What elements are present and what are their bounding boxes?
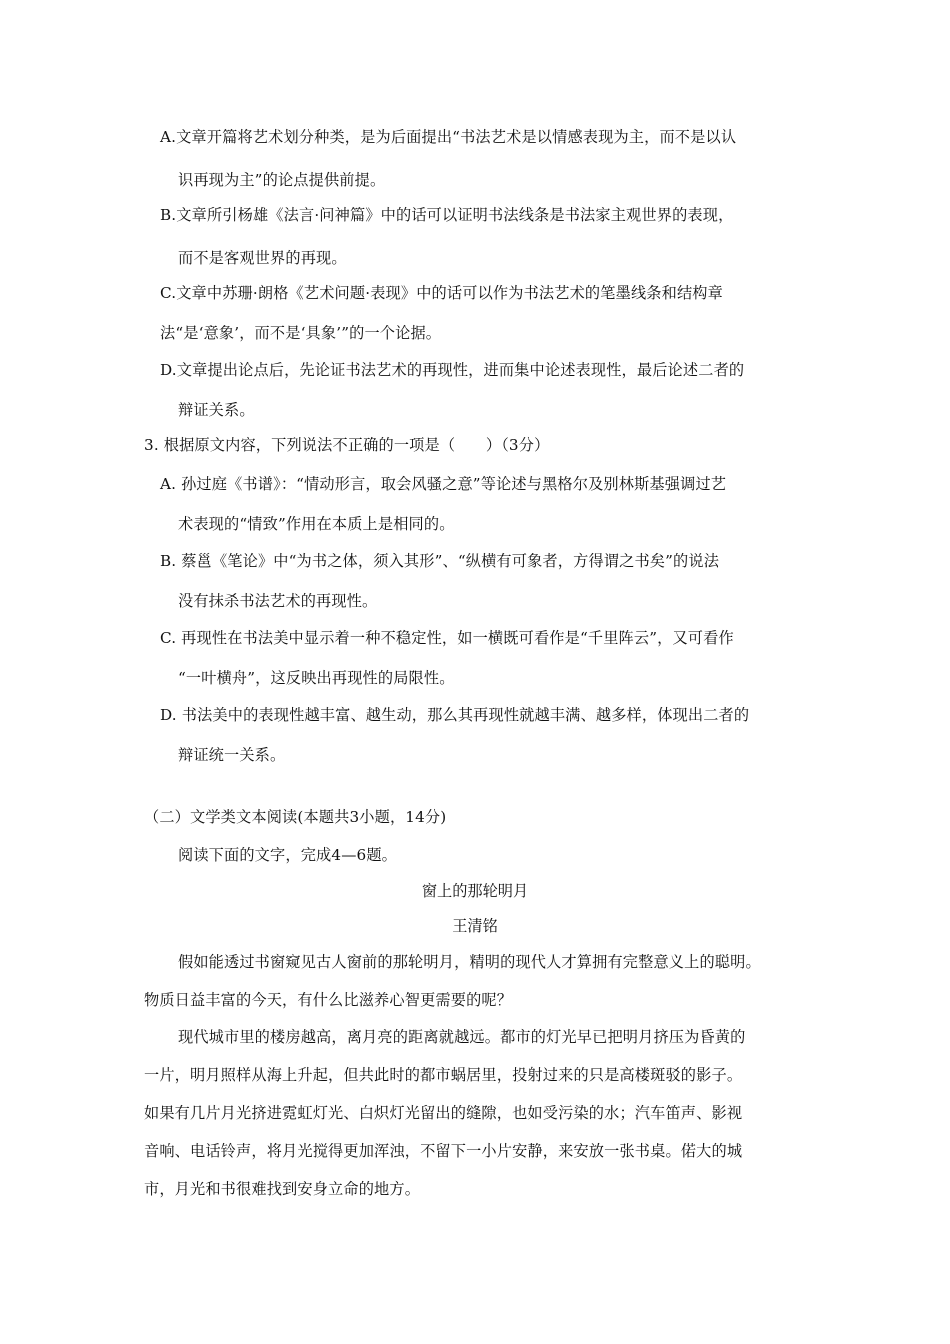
paragraph-1-line1: 假如能透过书窗窥见古人窗前的那轮明月，精明的现代人才算拥有完整意义上的聪明。: [178, 953, 761, 971]
q2-option-c-line1: C.文章中苏珊·朗格《艺术问题·表现》中的话可以作为书法艺术的笔墨线条和结构章: [160, 284, 723, 302]
paragraph-2-line3: 如果有几片月光挤进霓虹灯光、白炽灯光留出的缝隙，也如受污染的水；汽车笛声、影视: [144, 1104, 743, 1122]
paragraph-1-line2: 物质日益丰富的今天，有什么比滋养心智更需要的呢？: [144, 991, 513, 1009]
q2-option-a-line2: 识再现为主”的论点提供前提。: [178, 171, 386, 189]
q2-option-c-line2: 法“是‘意象’，而不是‘具象’”的一个论据。: [160, 324, 442, 342]
paragraph-2-line1: 现代城市里的楼房越高，离月亮的距离就越远。都市的灯光早已把明月挤压为昏黄的: [178, 1028, 746, 1046]
q3-option-b-line2: 没有抹杀书法艺术的再现性。: [178, 592, 378, 610]
section-heading: （二）文学类文本阅读(本题共3小题，14分): [144, 808, 447, 826]
article-author: 王清铭: [452, 917, 498, 935]
q2-option-d-line1: D.文章提出论点后，先论证书法艺术的再现性，进而集中论述表现性，最后论述二者的: [160, 361, 745, 379]
q3-option-d-line1: D. 书法美中的表现性越丰富、越生动，那么其再现性就越丰满、越多样，体现出二者的: [160, 706, 750, 724]
paragraph-2-line4: 音响、电话铃声，将月光搅得更加浑浊，不留下一小片安静，来安放一张书桌。偌大的城: [144, 1142, 743, 1160]
article-title: 窗上的那轮明月: [421, 882, 529, 900]
paragraph-2-line5: 市，月光和书很难找到安身立命的地方。: [144, 1180, 421, 1198]
q2-option-a-line1: A.文章开篇将艺术划分种类，是为后面提出“书法艺术是以情感表现为主，而不是以认: [160, 128, 737, 146]
reading-instruction: 阅读下面的文字，完成4—6题。: [178, 846, 398, 864]
q3-option-b-line1: B. 蔡邕《笔论》中“为书之体，须入其形”、“纵横有可象者，方得谓之书矣”的说法: [160, 552, 720, 570]
q3-option-c-line2: “一叶横舟”，这反映出再现性的局限性。: [178, 669, 455, 687]
q3-stem: 3. 根据原文内容，下列说法不正确的一项是（ ）（3分）: [144, 436, 550, 454]
q2-option-b-line2: 而不是客观世界的再现。: [178, 249, 347, 267]
q3-option-a-line2: 术表现的“情致”作用在本质上是相同的。: [178, 515, 455, 533]
q2-option-b-line1: B.文章所引杨雄《法言·问神篇》中的话可以证明书法线条是书法家主观世界的表现，: [160, 206, 734, 224]
q3-option-a-line1: A. 孙过庭《书谱》：“情动形言，取会风骚之意”等论述与黑格尔及别林斯基强调过艺: [160, 475, 727, 493]
q3-option-c-line1: C. 再现性在书法美中显示着一种不稳定性，如一横既可看作是“千里阵云”，又可看作: [160, 629, 734, 647]
q3-option-d-line2: 辩证统一关系。: [178, 746, 286, 764]
paragraph-2-line2: 一片，明月照样从海上升起，但共此时的都市蜗居里，投射过来的只是高楼斑驳的影子。: [144, 1066, 743, 1084]
q2-option-d-line2: 辩证关系。: [178, 401, 255, 419]
